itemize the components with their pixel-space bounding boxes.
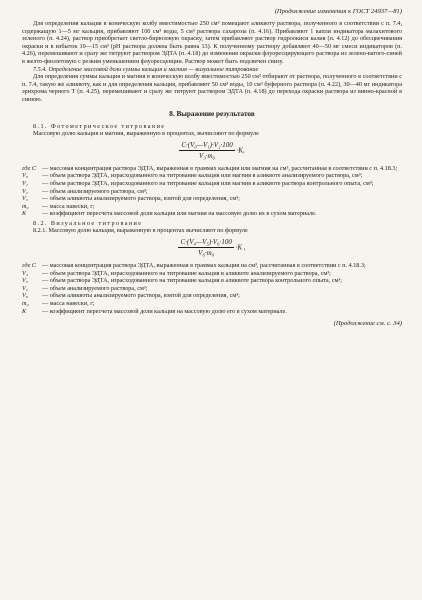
formula-1-coefficient: ·K,	[236, 146, 245, 155]
formula-2-denominator: V₆·m₀	[198, 249, 215, 258]
definitions-list-1	[22, 165, 402, 218]
section-7-5-4-body: Для определения суммы кальция и магния в коническую колбу вместимостью 250 см³ отбирают от раствора, полученного в соответствии с п. 7.4, такую же аликвоту, как и для определения кальция, прибавляют 50 см³ воды, 10 см³ буферного раствора (п. 4.22), 30—40 мг индикатора эрихрома черного Т (п. 4.25), перемешивают и сразу же титруют раствором ЭДТА (п. 4.18) до перехода окраски раствора из винно-красной в синюю.	[22, 73, 402, 103]
definition-symbol: K	[22, 307, 27, 315]
definition-text: — объем анализируемого раствора, см³;	[42, 284, 148, 292]
definition-text: — массовая концентрация раствора ЭДТА, выраженная в граммах кальция или магния на см³, рассчитанная в соответствии с п. 4.18.3;	[42, 164, 398, 172]
definition-symbol: где C	[22, 262, 37, 270]
definition-symbol: V₄	[22, 269, 28, 277]
intro-paragraph: Для определения кальция в коническую колбу вместимостью 250 см³ помещают аликвоту раствора, полученного в соответствии с п. 7.4, содержащую 1—5 мг кальция, прибавляют 100 см³ воды, 5 см³ раствора сахарозы (п. 4.16). Прибавляют 1 капли индикатора малахитового зеленого (п. 4.24), раствор приобретает светло-бирюзовую окраску, затем прибавляют раствор гидроокиси калия (п. 4.12) до обесцвечивания окраски и в избыток 10—15 см³ (pH раствора должна быть равна 13). К полученному раствору добавляют 40—50 мг смеси индикаторов (п. 4.26), перемешивают и сразу же титруют раствором ЭДТА (п. 4.18) до изменения окраски флуоресцирующего раствора из зелено-ватого-синей в желто-фиолетовую с резким уменьшением флуоресценции. Раствор может быть подсвечен снизу.	[22, 20, 402, 65]
definition-item	[22, 195, 402, 203]
definition-item	[22, 277, 402, 285]
page-header: (Продолжение изменения к ГОСТ 24937—81)	[274, 8, 402, 15]
definition-text: — масса навески, г;	[42, 202, 95, 210]
definition-text: — коэффициент пересчета массовой доли кальция на массовую долю его в сухом материале.	[42, 307, 287, 315]
definition-item	[22, 300, 402, 308]
definition-text: — объем раствора ЭДТА, израсходованного на титрование кальция или магния в аликвоте анализируемого раствора, см³;	[42, 172, 363, 180]
definition-text: — массовая концентрация раствора ЭДТА, выраженная в граммах кальция на см³, рассчитанная в соответствии с п. 4.18.3;	[42, 262, 366, 270]
formula-2-coefficient: ·K ,	[235, 243, 246, 252]
definition-text: — объем раствора ЭДТА, израсходованного на титрование кальция в аликвоте раствора контрольного опыта, см³;	[42, 277, 342, 285]
formula-1-fraction	[179, 141, 234, 160]
definition-item	[22, 308, 402, 316]
definition-text: — объем анализируемого раствора, см³;	[42, 187, 148, 195]
definition-text: — объем аликвоты анализируемого раствора, взятой для определения, см³;	[42, 195, 240, 203]
section-8-2-1-intro: 8.2.1. Массовую долю кальция, выраженную в процентах вычисляют по формуле	[33, 227, 248, 235]
section-8-1-intro: Массовую долю кальция и магния, выраженную в процентах, вычисляют по формуле	[33, 130, 259, 138]
definition-symbol: m₀	[22, 202, 29, 210]
definition-item	[22, 188, 402, 196]
formula-2-fraction	[178, 238, 233, 257]
section-7-5-4-title: 7.5.4. Определение массовой доли суммы кальция и магния — визуальное титрование	[33, 65, 259, 73]
definition-symbol: где C	[22, 164, 37, 172]
definition-symbol: V₂	[22, 284, 28, 292]
section-8-1-title: 8.1. Фотометрическое титрование	[33, 122, 166, 130]
definition-item	[22, 180, 402, 188]
definition-symbol: V₀	[22, 172, 28, 180]
section-8-2-title: 8.2. Визуальное титрование	[33, 219, 143, 227]
definition-symbol: V₁	[22, 179, 28, 187]
page-footer: (Продолжение см. с. 34)	[333, 320, 402, 328]
definitions-list-2	[22, 262, 402, 315]
definition-symbol: V₆	[22, 292, 28, 300]
definition-item	[22, 285, 402, 293]
definition-item	[22, 292, 402, 300]
definition-text: — объем аликвоты анализируемого раствора, взятой для определения, см³;	[42, 292, 240, 300]
definition-symbol: V₃	[22, 195, 28, 203]
section-8-heading: 8. Выражение результатов	[169, 109, 255, 118]
definition-text: — масса навески, г;	[42, 300, 95, 308]
definition-symbol: V₅	[22, 277, 28, 285]
definition-text: — объем раствора ЭДТА, израсходованного на титрование кальция в аликвоте анализируемого раствора, см³;	[42, 269, 331, 277]
formula-2-numerator: C·(V₄—V₅)·V₆·100	[180, 238, 232, 247]
definition-text: — объем раствора ЭДТА, израсходованного на титрование кальция или магния в аликвоте раствора контрольного опыта, см³;	[42, 179, 374, 187]
definition-symbol: m₀	[22, 300, 29, 308]
formula-1-numerator: C·(V₀—V₁)·V₂·100	[181, 140, 233, 149]
formula-1	[22, 141, 402, 160]
definition-item	[22, 172, 402, 180]
definition-item	[22, 262, 402, 270]
formula-1-denominator: V₃·m₀	[199, 151, 215, 160]
definition-text: — коэффициент пересчета массовой доли кальция или магния на массовую долю их в сухом материале.	[42, 210, 317, 218]
definition-item	[22, 270, 402, 278]
definition-item	[22, 203, 402, 211]
formula-2	[22, 238, 402, 257]
definition-symbol: K	[22, 210, 27, 218]
definition-item	[22, 165, 402, 173]
definition-symbol: V₂	[22, 187, 28, 195]
definition-item	[22, 210, 402, 218]
